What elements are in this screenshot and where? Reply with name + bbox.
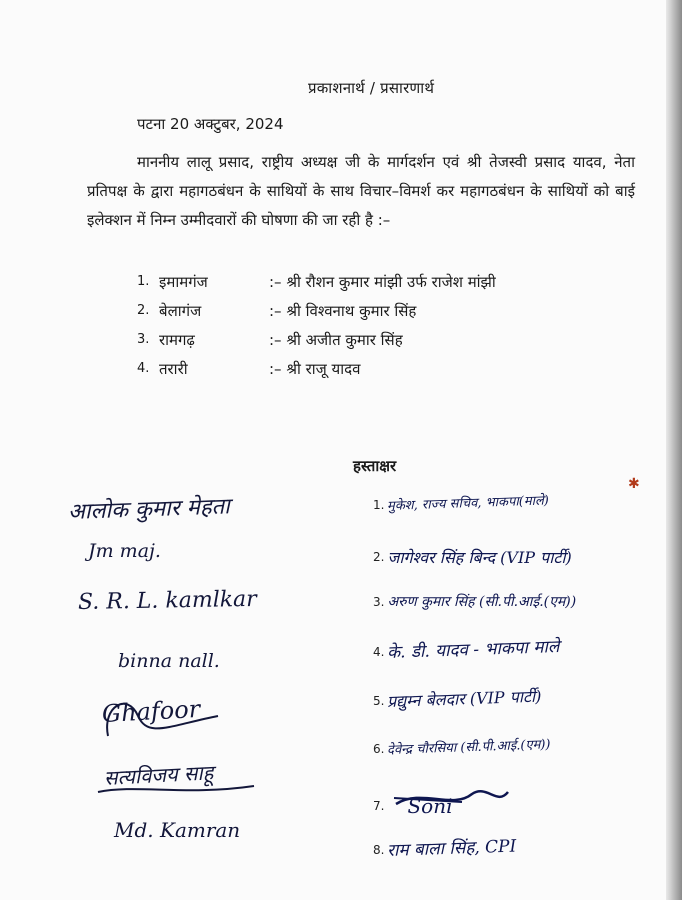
constituency-name: बेलागंज [159,301,202,320]
signature-number: 3. [373,594,385,609]
constituency-name: रामगढ़ [159,330,195,349]
candidate-row [137,267,496,296]
signature-number: 7. [373,799,385,813]
signature-text: मुकेश, राज्य सचिव, भाकपा(माले) [387,493,550,514]
handwritten-signature: S. R. L. kamlkar [77,586,257,615]
signature-entry [373,493,550,514]
signature-entry [373,592,576,611]
signature-scribble [392,784,512,814]
candidate-name: :– श्री अजीत कुमार सिंह [269,330,403,349]
signature-text: राम बाला सिंह, CPI [387,836,518,861]
candidate-list [137,267,496,383]
star-mark-icon: ✱ [628,476,640,492]
dateline: पटना 20 अक्टुबर, 2024 [137,115,284,133]
signature-entry [373,737,552,758]
handwritten-signature: सत्यविजय साहू [103,760,214,790]
candidate-name: :– श्री रौशन कुमार मांझी उर्फ राजेश मांझी [269,272,496,291]
signature-entry [373,686,543,712]
signature-number: 2. [373,550,385,564]
candidate-name: :– श्री राजू यादव [269,359,361,378]
candidate-row [137,296,496,325]
candidate-row [137,325,496,354]
signature-text: अरुण कुमार सिंह (सी.पी.आई.(एम)) [387,594,577,610]
candidate-name: :– श्री विश्वनाथ कुमार सिंह [269,301,417,320]
signature-entry [373,838,517,861]
document-heading: प्रकाशनार्थ / प्रसारणार्थ [308,79,435,97]
signature-number: 6. [373,742,385,756]
signature-text: Soni [407,794,453,818]
announcement-paragraph: माननीय लालू प्रसाद, राष्ट्रीय अध्यक्ष जी के मार्गदर्शन एवं श्री तेजस्वी प्रसाद यादव, नेता प्रतिपक्ष के द्वारा महागठबंधन के साथियों के साथ विचार–विमर्श कर महागठबंधन के साथियों को बाई इलेक्शन में निम्न उम्मीदवारों की घोषणा की जा रही है :– [87,153,635,229]
signature-text: के. डी. यादव - भाकपा माले [387,636,561,663]
page-edge-shadow [666,0,682,900]
signature-underline [96,780,256,800]
handwritten-signature: Jm maj. [88,540,161,562]
signature-text: देवेन्द्र चौरसिया (सी.पी.आई.(एम)) [387,737,552,758]
signature-text: प्रद्युम्न बेलदार (VIP पार्टी) [387,686,543,711]
signature-number: 1. [373,498,385,512]
candidate-number: 2. [137,303,150,318]
candidate-number: 4. [137,361,150,376]
candidate-number: 1. [137,274,150,289]
candidate-row [137,354,496,383]
signatures-heading: हस्ताक्षर [353,457,397,475]
signature-number: 4. [373,644,385,659]
constituency-name: इमामगंज [159,272,208,291]
handwritten-signature: Md. Kamran [114,818,241,842]
signature-text: जागेश्वर सिंह बिन्द (VIP पार्टी) [387,548,572,567]
signature-entry [373,636,561,663]
signature-entry [373,546,572,568]
constituency-name: तरारी [159,359,188,378]
handwritten-signature: binna nall. [118,650,220,672]
handwritten-signature: आलोक कुमार मेहता [67,494,231,525]
candidate-number: 3. [137,332,150,347]
signature-number: 5. [373,694,385,708]
signature-number: 8. [373,842,385,857]
handwritten-signature: Ghafoor [101,694,201,728]
signature-flourish [98,686,228,746]
